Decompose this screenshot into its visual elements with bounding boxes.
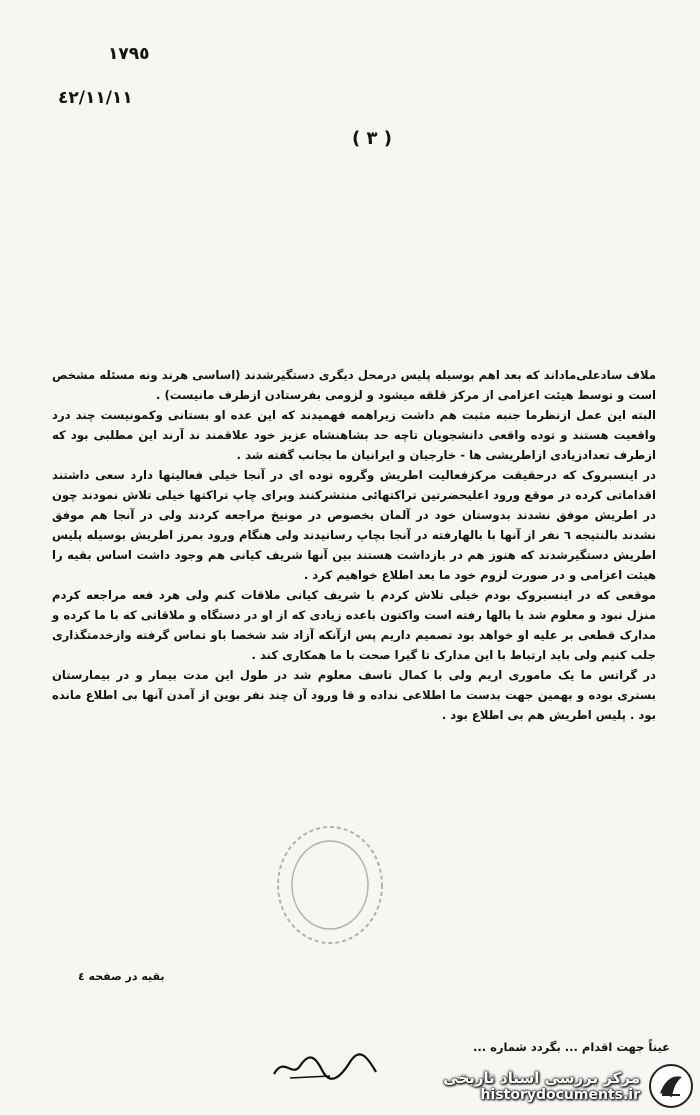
watermark-title: مرکز بررسی اسناد تاریخی [443,1069,640,1087]
paragraph-1: ملاف سادعلی‌ماداند که بعد اهم بوسیله پلیس درمحل دیگری دستگیرشدند (اساسی هرند ونه مسئله مشخص است و توسط هیئت اعزامی از مرکز قلقه میشود و لزومی بفرستادن ازطرف مانیست) . [52,368,656,402]
document-number: ١٧٩٥ [108,44,150,64]
document-date: ٤٢/١١/١١ [58,88,133,108]
document-body [52,365,656,725]
paragraph-4: موقعی که در اینسبروک بودم خیلی تلاش کردم با شریف کیانی ملاقات کنم ولی هرد فعه مراجعه کردم منزل نبود و معلوم شد با بالها رفته است واکنون باعده زیادی که از او در دستگاه و ملاقاتی که با ما کرده و مدارک قطعی بر علیه او خواهد بود تصمیم داریم پس ازآنکه آزاد شد شخصا باو تماس گرفته وازخدمتگذاری جلب کنیم ولی باید ارتباط با این مدارک تا گیرا صحت با ما همکاری کند . [52,588,656,662]
history-documents-logo-icon [648,1063,694,1109]
paragraph-5: در گراتس ما یک ماموری اریم ولی با کمال تاسف معلوم شد در طول این مدت بیمار و در بیمارستان بستری بوده و بهمین جهت بدست ما اطلاعی نداده و قا ورود آن چند نفر بوین از آمدن آنها بی اطلاع مانده بود . پلیس اطریش هم بی اطلاع بود . [52,668,656,722]
paragraph-3: در اینسبروک که درحقیقت مرکزفعالیت اطریش وگروه توده ای در آنجا خیلی فعالیتها دارد سعی داشتند اقداماتی کرده در موقع ورود اعلیحضرتین تراکتهائی منتشرکنند وبرای چاپ تراکتها خیلی تلاش نمودند چون در اطریش موفق نشدند بدوستان خود در آلمان بخصوص در مونیخ مراجعه کردند ولی در آنجا هم موفق نشدند بالنتیجه ٦ نفر از آنها با بالهارفته در آنجا بچاپ رسانیدند ولی هنگام ورود بمرز اطریش بوسیله پلیس اطریش دستگیرشدند که هنوز هم در بازداشت هستند بین آنها شریف کیانی هم وجود داشت اساس بقیه را هیئت اعزامی و در صورت لزوم خود ما بعد اطلاع خواهیم کرد . [52,468,656,582]
handwritten-signature-icon [270,1048,380,1084]
faded-seal-stamp-icon [270,820,390,950]
continuation-note: بقیه در صفحه ٤ [78,970,165,983]
footer-handwritten-note: عیناً جهت اقدام ... بگردد شماره ... [472,1040,670,1054]
watermark [443,1063,694,1109]
page-number-marker: ( ٣ ) [352,128,392,149]
watermark-url: historydocuments.ir [480,1087,640,1103]
paragraph-2: البته این عمل ازنظرما جنبه مثبت هم داشت زیراهمه فهمیدند که این عده او بستانی وکمونیست چند درد واقعیت هستند و توده واقعی دانشجویان تاچه حد بشاهنشاه عزیز خود علاقمند ند آرند این مطلبی بود که ازطرف تعدادزیادی ازاطریشی ها - خارجیان و ایرانیان ما بجانب گفته شد . [52,408,656,462]
